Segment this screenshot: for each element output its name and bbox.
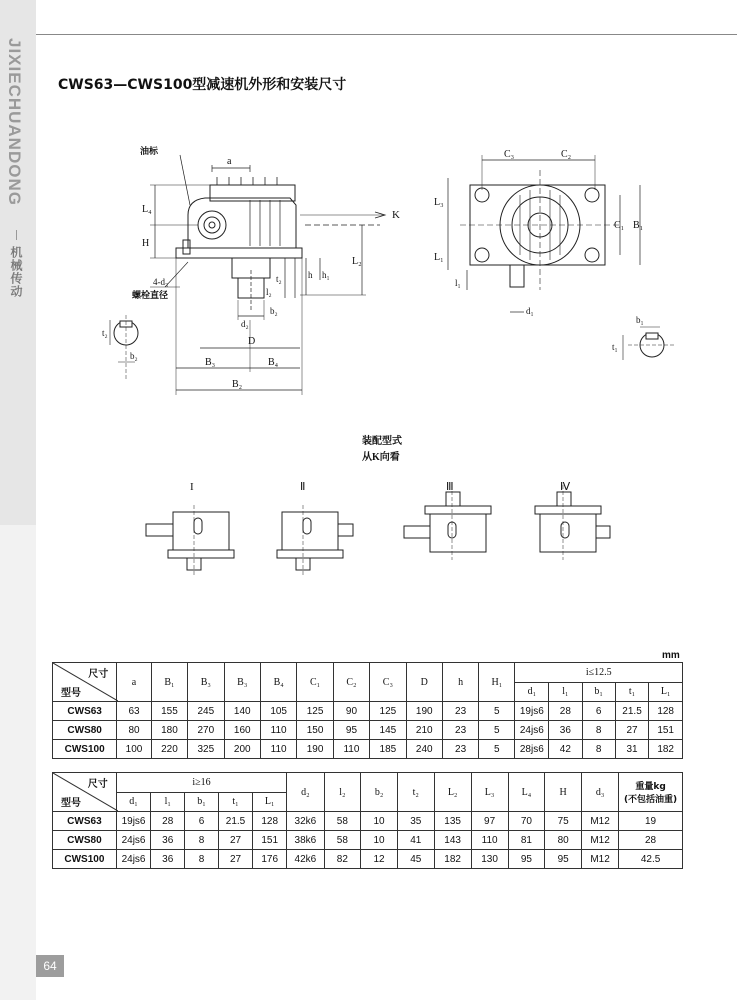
label-oil-mark: 油标: [140, 146, 159, 156]
label-t2: t₂: [276, 274, 282, 284]
table-cell: 110: [260, 740, 296, 759]
model-cell: CWS80: [53, 721, 117, 740]
table-cell: 100: [117, 740, 151, 759]
table-cell: 28: [151, 812, 185, 831]
table2-header: d₂: [287, 773, 324, 812]
table2-subheader: t₁: [218, 792, 252, 812]
table-cell: 70: [508, 812, 545, 831]
table-cell: 28: [549, 702, 582, 721]
spec-table-2: [52, 772, 683, 869]
table-cell: 190: [406, 702, 442, 721]
table1-subheader: d₁: [515, 682, 549, 702]
assembly-type-1: [146, 505, 234, 575]
table-row: [53, 831, 683, 850]
label-L1: L₁: [434, 252, 444, 263]
unit-label: mm: [662, 650, 680, 661]
table-cell: 97: [471, 812, 508, 831]
table-cell: 6: [185, 812, 219, 831]
table1-subheader: t₁: [615, 682, 649, 702]
table2-corner-top: 尺寸: [87, 779, 108, 790]
table2-weight-header: [619, 773, 683, 812]
table-cell: 8: [185, 850, 219, 869]
table-cell: 23: [442, 721, 478, 740]
label-L2: L₂: [352, 256, 362, 267]
table-cell: 95: [508, 850, 545, 869]
side-view-drawing: [448, 155, 675, 360]
table-cell: 151: [253, 831, 287, 850]
table-cell: 36: [549, 721, 582, 740]
table-cell: 31: [615, 740, 649, 759]
table1-header: C₁: [297, 663, 333, 702]
page-number: 64: [36, 955, 64, 977]
table-cell: 160: [224, 721, 260, 740]
table-cell: 75: [545, 812, 582, 831]
table-row: [53, 740, 683, 759]
table-cell: 182: [434, 850, 471, 869]
table-cell: 12: [361, 850, 398, 869]
table-cell: 10: [361, 831, 398, 850]
table-cell: 240: [406, 740, 442, 759]
table-cell: 8: [582, 721, 615, 740]
table-cell: 24js6: [116, 850, 150, 869]
table-cell: 19js6: [116, 812, 150, 831]
label-H: H: [142, 238, 150, 249]
table-cell: 82: [324, 850, 361, 869]
label-K: K: [392, 209, 400, 221]
model-cell: CWS63: [53, 702, 117, 721]
table-cell: 125: [370, 702, 406, 721]
label-C1: C₁: [614, 220, 625, 231]
table-cell: 220: [151, 740, 187, 759]
table-cell: 27: [218, 850, 252, 869]
table-cell: 90: [333, 702, 369, 721]
table2-corner-bottom: 型号: [61, 798, 81, 809]
table-cell: 21.5: [218, 812, 252, 831]
label-L3: L₃: [434, 197, 444, 208]
table-cell: 36: [151, 850, 185, 869]
table-cell: 5: [479, 721, 515, 740]
table-cell: 80: [545, 831, 582, 850]
table1-header: C₃: [370, 663, 406, 702]
sidebar-title-en: JIXIECHUANDONG: [5, 38, 24, 206]
table-cell: 5: [479, 740, 515, 759]
table2-header: H: [545, 773, 582, 812]
model-cell: CWS100: [53, 740, 117, 759]
table-cell: 19js6: [515, 702, 549, 721]
table2-subheader: b₁: [185, 792, 219, 812]
label-l1: l₁: [455, 278, 461, 288]
label-h1: h₁: [322, 270, 330, 280]
table-cell: 27: [218, 831, 252, 850]
assembly-label-1: I: [190, 481, 194, 493]
label-h: h: [308, 270, 313, 280]
table-cell: 151: [649, 721, 683, 740]
table1-header: D: [406, 663, 442, 702]
page-title: CWS63—CWS100型减速机外形和安装尺寸: [58, 77, 347, 93]
table-cell: 150: [297, 721, 333, 740]
table-cell: 42.5: [619, 850, 683, 869]
table-cell: 80: [117, 721, 151, 740]
table2-header: L₃: [471, 773, 508, 812]
table-cell: 143: [434, 831, 471, 850]
table-cell: 105: [260, 702, 296, 721]
table-cell: 23: [442, 702, 478, 721]
table-cell: 190: [297, 740, 333, 759]
table1-header: h: [442, 663, 478, 702]
table-cell: 63: [117, 702, 151, 721]
table-cell: 5: [479, 702, 515, 721]
label-a: a: [227, 156, 232, 167]
table-cell: 35: [397, 812, 434, 831]
table1-corner-bottom: 型号: [61, 688, 81, 699]
table-cell: 19: [619, 812, 683, 831]
label-B4: B₄: [268, 357, 279, 368]
table-cell: 6: [582, 702, 615, 721]
table-cell: 21.5: [615, 702, 649, 721]
table-cell: 27: [615, 721, 649, 740]
label-b2-section: b₂: [130, 351, 138, 361]
table-cell: 145: [370, 721, 406, 740]
label-D: D: [248, 336, 256, 347]
table2-header: L₂: [434, 773, 471, 812]
assembly-title: 装配型式: [362, 436, 402, 447]
table2-header: b₂: [361, 773, 398, 812]
table-cell: 200: [224, 740, 260, 759]
table-cell: 176: [253, 850, 287, 869]
label-t2-section: t₂: [102, 328, 108, 338]
table-cell: 128: [253, 812, 287, 831]
table-cell: 130: [471, 850, 508, 869]
table2-header: d₃: [582, 773, 619, 812]
table2-group-header: i≥16: [116, 773, 286, 793]
table-row: [53, 850, 683, 869]
table1-header: H₁: [479, 663, 515, 702]
table-cell: 81: [508, 831, 545, 850]
table-cell: 210: [406, 721, 442, 740]
table-cell: 95: [333, 721, 369, 740]
table-cell: 28js6: [515, 740, 549, 759]
table2-header: l₂: [324, 773, 361, 812]
table-cell: 270: [188, 721, 224, 740]
weight-title: 重量kg: [635, 782, 666, 792]
table1-subheader: L₁: [649, 682, 683, 702]
table-cell: 140: [224, 702, 260, 721]
front-view-drawing: [110, 155, 385, 395]
table-cell: 45: [397, 850, 434, 869]
model-cell: CWS100: [53, 850, 117, 869]
table1-header: B₄: [260, 663, 296, 702]
table-cell: 8: [185, 831, 219, 850]
table-cell: 135: [434, 812, 471, 831]
label-l2: l₂: [266, 287, 272, 297]
label-b2-front: b₂: [270, 306, 278, 316]
model-cell: CWS63: [53, 812, 117, 831]
table-cell: M12: [582, 850, 619, 869]
label-bolt-desc: 螺栓直径: [132, 290, 169, 300]
table1-corner: [53, 663, 117, 702]
label-b1: b₁: [636, 315, 644, 325]
table-cell: 125: [297, 702, 333, 721]
table2-header: t₂: [397, 773, 434, 812]
table1-header: a: [117, 663, 151, 702]
assembly-label-4: Ⅳ: [560, 481, 571, 493]
table-cell: 110: [260, 721, 296, 740]
table-cell: 182: [649, 740, 683, 759]
assembly-subtitle: 从K向看: [362, 452, 400, 463]
table-cell: 110: [333, 740, 369, 759]
table1-subheader: b₁: [582, 682, 615, 702]
label-bolt: 4-d₃: [153, 277, 169, 287]
label-d2: d₂: [241, 319, 249, 329]
table-row: [53, 721, 683, 740]
table1-corner-top: 尺寸: [88, 669, 109, 680]
table2-subheader: l₁: [151, 792, 185, 812]
table-cell: 58: [324, 812, 361, 831]
table-cell: 42k6: [287, 850, 324, 869]
table-row: [53, 702, 683, 721]
table-cell: 28: [619, 831, 683, 850]
table-cell: 95: [545, 850, 582, 869]
label-C2: C₂: [561, 149, 572, 160]
table-cell: 38k6: [287, 831, 324, 850]
table2-subheader: d₁: [116, 792, 150, 812]
table-cell: 58: [324, 831, 361, 850]
table2-subheader: L₁: [253, 792, 287, 812]
table-cell: 8: [582, 740, 615, 759]
table-cell: 24js6: [116, 831, 150, 850]
label-B3: B₃: [205, 357, 216, 368]
assembly-type-4: [535, 485, 610, 560]
label-B2: B₂: [232, 379, 243, 390]
assembly-type-2: [277, 505, 353, 575]
table-cell: 23: [442, 740, 478, 759]
table-cell: 41: [397, 831, 434, 850]
table2-header: L₄: [508, 773, 545, 812]
label-t1: t₁: [612, 342, 618, 352]
spec-table-1: [52, 662, 683, 759]
sidebar-title-cn: 机械传动: [9, 246, 23, 298]
label-L4: L₄: [142, 204, 152, 215]
table-cell: 42: [549, 740, 582, 759]
table-cell: M12: [582, 831, 619, 850]
table-cell: M12: [582, 812, 619, 831]
table-cell: 10: [361, 812, 398, 831]
table-cell: 36: [151, 831, 185, 850]
label-C3: C₃: [504, 149, 515, 160]
table1-subheader: l₁: [549, 682, 582, 702]
label-d1: d₁: [526, 306, 534, 316]
table-cell: 325: [188, 740, 224, 759]
model-cell: CWS80: [53, 831, 117, 850]
assembly-label-3: Ⅲ: [446, 481, 454, 493]
table1-header: B₃: [188, 663, 224, 702]
table-cell: 185: [370, 740, 406, 759]
label-B1: B₁: [633, 220, 644, 231]
table-row: [53, 812, 683, 831]
assembly-label-2: Ⅱ: [300, 481, 306, 493]
assembly-type-3: [404, 485, 491, 560]
table1-header: B₁: [151, 663, 187, 702]
table-cell: 24js6: [515, 721, 549, 740]
table1-header: B₃: [224, 663, 260, 702]
table-cell: 180: [151, 721, 187, 740]
table1-group-header: i≤12.5: [515, 663, 683, 683]
table-cell: 110: [471, 831, 508, 850]
weight-subtitle: (不包括油重): [623, 795, 678, 805]
table1-header: C₂: [333, 663, 369, 702]
table-cell: 155: [151, 702, 187, 721]
table2-corner: [53, 773, 117, 812]
table-cell: 128: [649, 702, 683, 721]
table-cell: 245: [188, 702, 224, 721]
table-cell: 32k6: [287, 812, 324, 831]
